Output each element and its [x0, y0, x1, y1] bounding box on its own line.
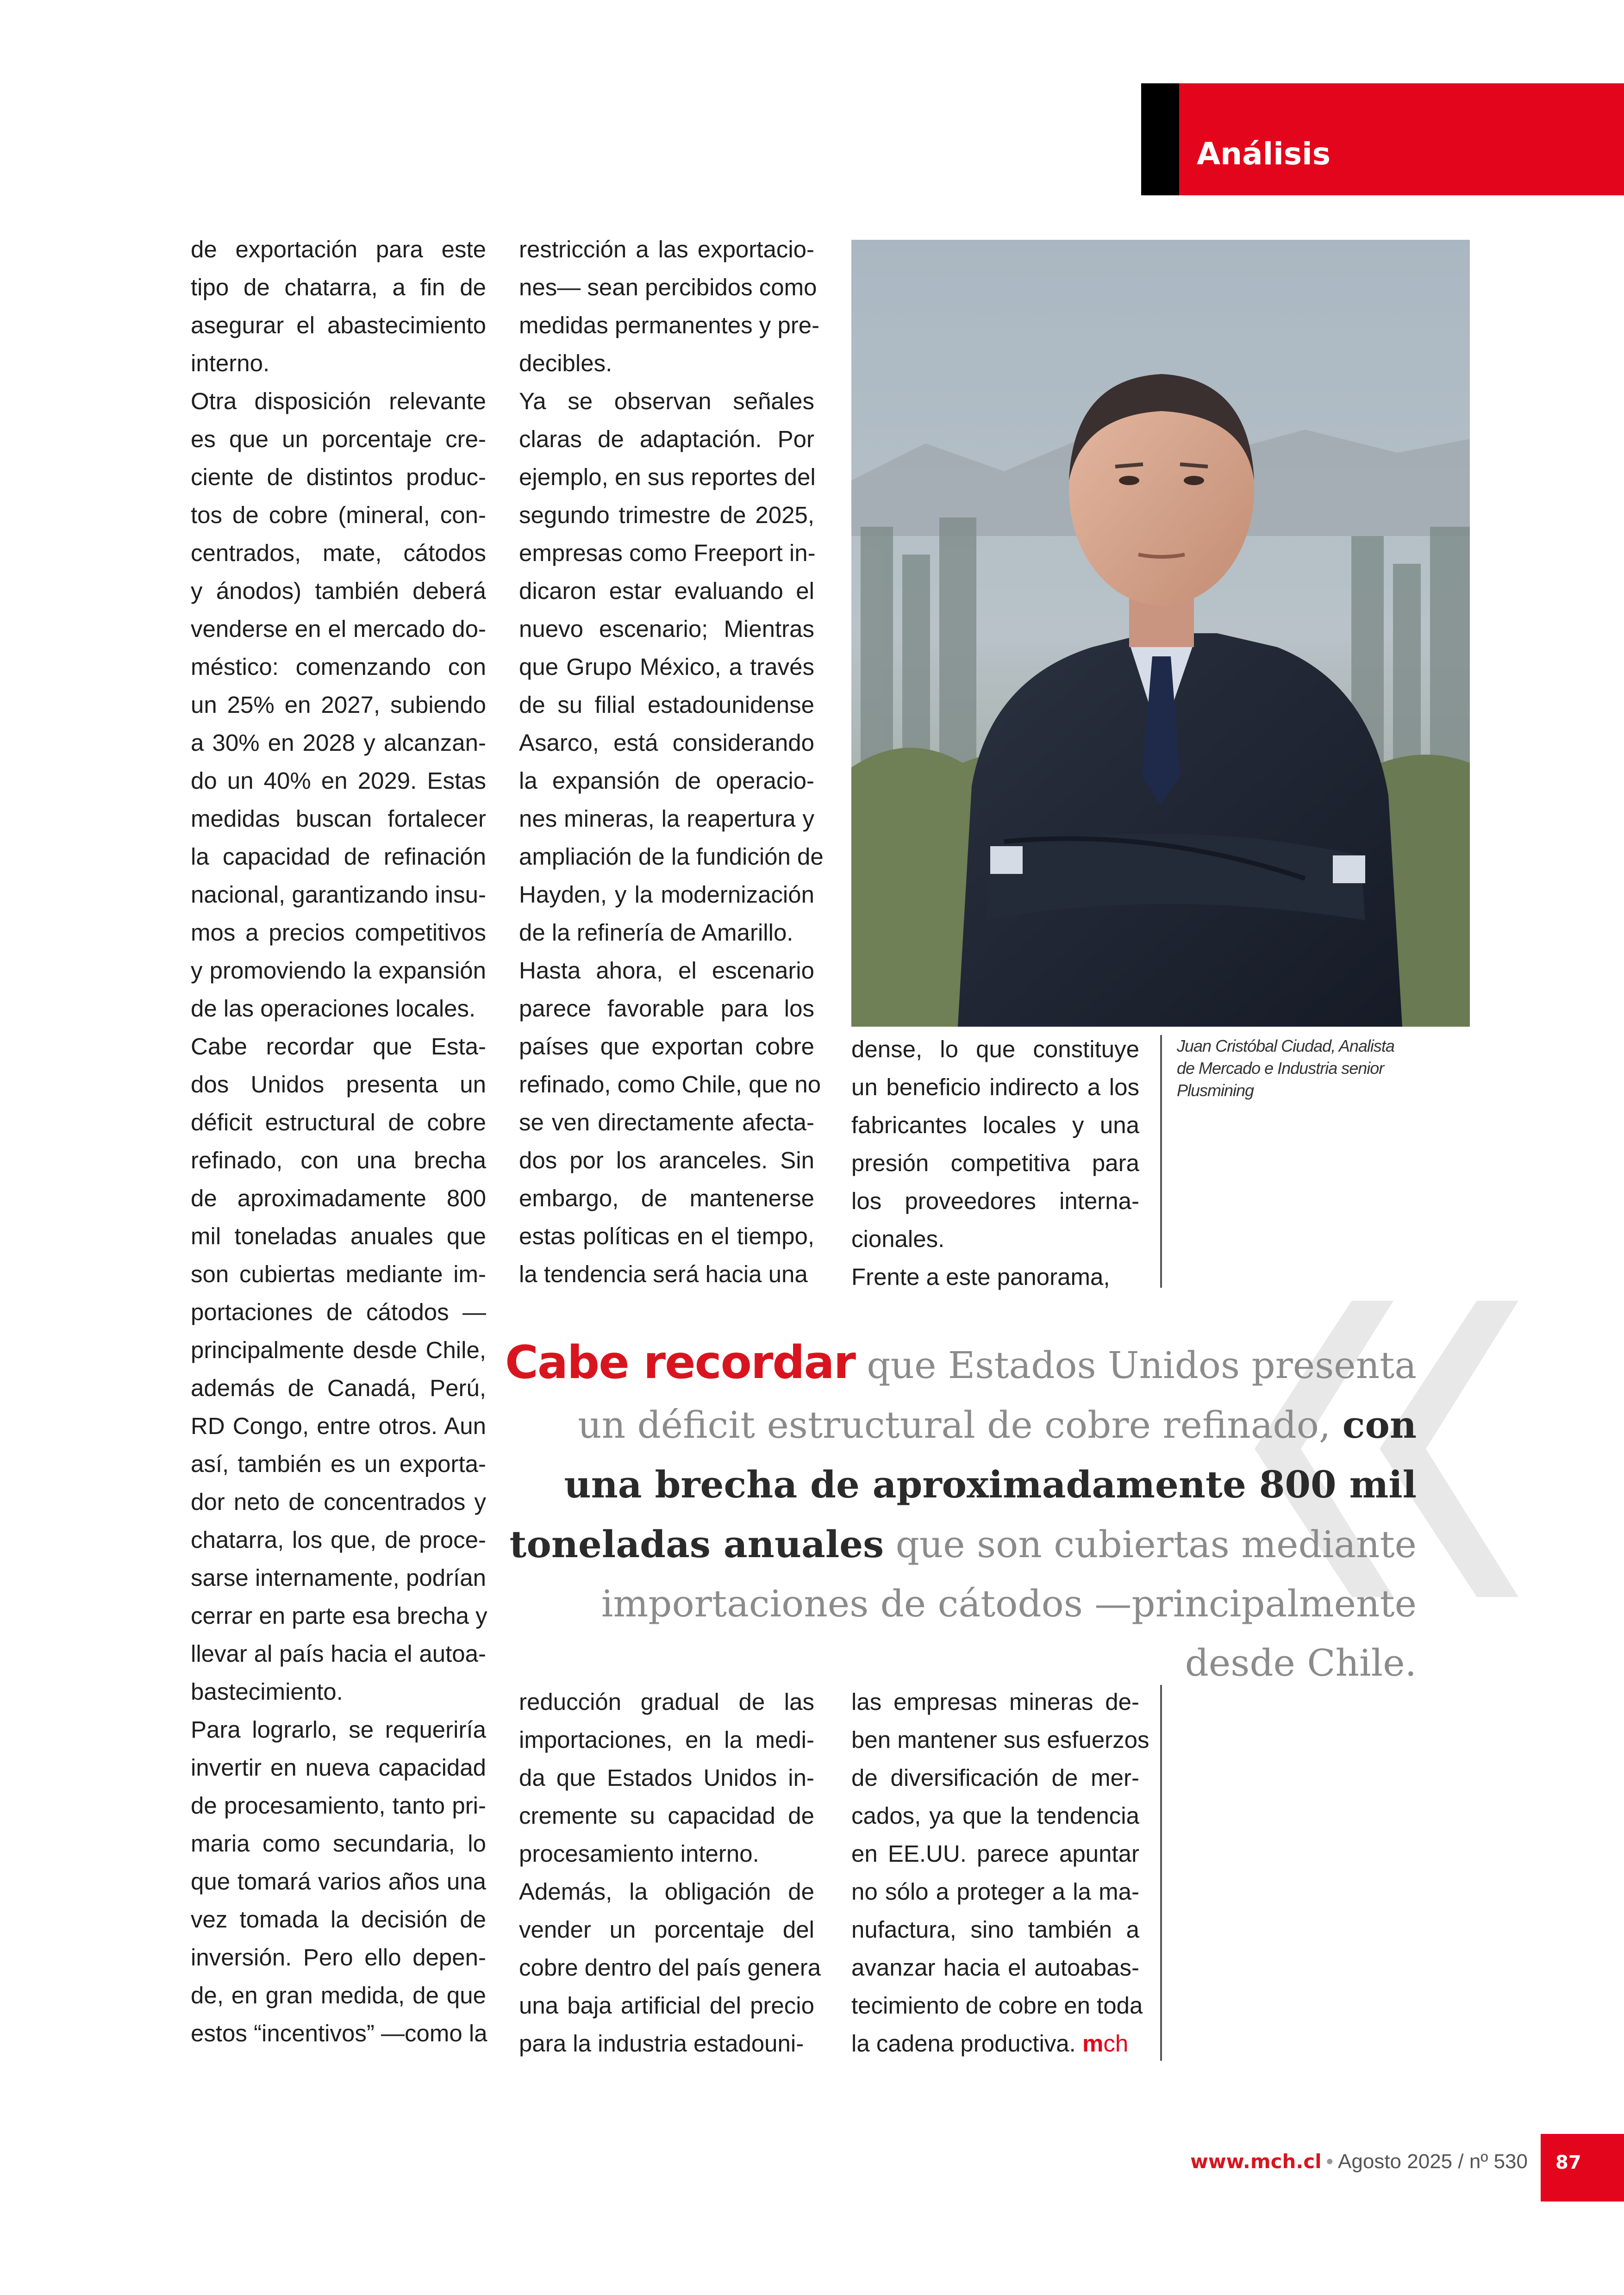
text-line: ampliación de la fundición de [519, 843, 824, 870]
text-line: los proveedores interna- [851, 1188, 1139, 1214]
text-line: dos por los aranceles. Sin [519, 1147, 814, 1173]
text-line: medidas buscan fortalecer [191, 805, 486, 832]
text-line: cionales. [851, 1226, 945, 1252]
text-line: las empresas mineras de- [851, 1689, 1139, 1715]
text-line: nufactura, sino también a [851, 1916, 1139, 1943]
photo-caption [1177, 1035, 1418, 1102]
pull-quote-text: que Estados Unidos presenta un déficit estructural de cobre refinado, [578, 1344, 1417, 1447]
text-line: a 30% en 2028 y alcanzan- [191, 730, 486, 756]
text-line: en EE.UU. parece apuntar [851, 1840, 1139, 1867]
text-line: cados, ya que la tendencia [851, 1802, 1139, 1829]
text-line: Para lograrlo, se requeriría [191, 1716, 486, 1743]
text-line: vez tomada la decisión de [191, 1906, 486, 1933]
text-line: un beneficio indirecto a los [851, 1074, 1139, 1100]
text-line: que tomará varios años una [191, 1868, 486, 1895]
text-line: interno. [191, 350, 270, 376]
text-line: reducción gradual de las [519, 1689, 814, 1715]
text-line: mil toneladas anuales que [191, 1223, 486, 1249]
text-line: déficit estructural de cobre [191, 1109, 486, 1135]
footer-issue: Agosto 2025 / nº 530 [1338, 2150, 1528, 2173]
text-line: cobre dentro del país genera [519, 1954, 821, 1981]
text-line: una baja artificial del precio [519, 1992, 814, 2019]
text-line: de, en gran medida, de que [191, 1982, 486, 2008]
text-line: nes mineras, la reapertura y [519, 805, 814, 832]
text-line: la cadena productiva. mch [851, 2030, 1129, 2057]
text-line: cerrar en parte esa brecha y [191, 1603, 487, 1629]
text-line: refinado, como Chile, que no [519, 1071, 821, 1098]
text-line: ejemplo, en sus reportes del [519, 464, 816, 490]
text-line: restricción a las exportacio- [519, 236, 814, 262]
text-line: un 25% en 2027, subiendo [191, 692, 486, 718]
text-line: medidas permanentes y pre- [519, 312, 820, 338]
text-line: Hasta ahora, el escenario [519, 957, 814, 984]
text-line: portaciones de cátodos — [191, 1299, 486, 1325]
text-line: Asarco, está considerando [519, 730, 814, 756]
text-line: tipo de chatarra, a fin de [191, 274, 486, 300]
text-line: do un 40% en 2029. Estas [191, 767, 486, 794]
text-line: invertir en nueva capacidad [191, 1754, 486, 1781]
text-line: parece favorable para los [519, 995, 814, 1022]
text-line: maria como secundaria, lo [191, 1830, 486, 1857]
end-mark-ch: ch [1103, 2030, 1129, 2057]
article-column-3-bottom [851, 1683, 1149, 2063]
text-line: que Grupo México, a través [519, 654, 814, 680]
text-line: es que un porcentaje cre- [191, 426, 486, 452]
text-line: Cabe recordar que Esta- [191, 1033, 486, 1060]
text-line: la capacidad de refinación [191, 843, 486, 870]
text-line: Además, la obligación de [519, 1878, 814, 1905]
text-line: de procesamiento, tanto pri- [191, 1792, 486, 1819]
text-line: dicaron estar evaluando el [519, 578, 814, 604]
column-divider [1160, 1685, 1162, 2061]
pull-quote-emphasis: con una brecha de aproximadamente 800 mil toneladas anuales [509, 1403, 1417, 1566]
caption-line: Plusmining [1177, 1081, 1254, 1100]
text-line: países que exportan cobre [519, 1033, 814, 1060]
text-line: vender un porcentaje del [519, 1916, 814, 1943]
text-line: refinado, con una brecha [191, 1147, 486, 1173]
text-line: sarse internamente, podrían [191, 1565, 486, 1591]
text-line: nes— sean percibidos como [519, 274, 817, 300]
text-line: decibles. [519, 350, 612, 376]
column-divider [1160, 1035, 1162, 1288]
text-line: nuevo escenario; Mientras [519, 616, 814, 642]
text-line: la expansión de operacio- [519, 767, 814, 794]
text-line: no sólo a proteger a la ma- [851, 1878, 1139, 1905]
footer-separator: • [1326, 2150, 1334, 2173]
text-line: Ya se observan señales [519, 388, 814, 414]
text-line: y ánodos) también deberá [191, 578, 486, 604]
text-line: Hayden, y la modernización [519, 881, 814, 908]
text-line: avanzar hacia el autoabas- [851, 1954, 1139, 1981]
text-line: son cubiertas mediante im- [191, 1261, 486, 1287]
text-line: además de Canadá, Perú, [191, 1375, 486, 1401]
portrait-photo [851, 240, 1470, 1027]
text-line: principalmente desde Chile, [191, 1337, 486, 1363]
page-footer [1065, 2152, 1528, 2172]
text-line: la tendencia será hacia una [519, 1261, 808, 1287]
article-column-2-bottom [519, 1683, 821, 2063]
text-line: nacional, garantizando insu- [191, 881, 486, 908]
text-line: cremente su capacidad de [519, 1802, 814, 1829]
pull-quote [491, 1333, 1417, 1693]
text-line: de su filial estadounidense [519, 692, 814, 718]
text-line: Otra disposición relevante [191, 388, 486, 414]
text-line: bastecimiento. [191, 1678, 343, 1705]
article-column-3-top [851, 1030, 1139, 1296]
text-line: dor neto de concentrados y [191, 1489, 486, 1515]
text-line: se ven directamente afecta- [519, 1109, 814, 1135]
text-line: RD Congo, entre otros. Aun [191, 1413, 486, 1439]
text-line: mos a precios competitivos [191, 919, 486, 946]
text-line: dense, lo que constituye [851, 1036, 1139, 1062]
text-line: ben mantener sus esfuerzos [851, 1727, 1149, 1753]
pull-quote-lead: Cabe recordar [505, 1336, 855, 1389]
text-line: méstico: comenzando con [191, 654, 486, 680]
text-line: fabricantes locales y una [851, 1112, 1139, 1138]
caption-line: Juan Cristóbal Ciudad, Analista [1177, 1036, 1394, 1055]
text-line: segundo trimestre de 2025, [519, 502, 814, 528]
text-line: claras de adaptación. Por [519, 426, 814, 452]
page-number: 87 [1555, 2152, 1581, 2173]
text-line: para la industria estadouni- [519, 2030, 804, 2057]
text-line: de exportación para este [191, 236, 486, 262]
section-label: Análisis [1197, 136, 1331, 172]
text-line: tos de cobre (mineral, con- [191, 502, 486, 528]
text-line: importaciones, en la medi- [519, 1727, 814, 1753]
text-line: presión competitiva para [851, 1150, 1139, 1176]
text-line: da que Estados Unidos in- [519, 1765, 814, 1791]
text-line: asegurar el abastecimiento [191, 312, 486, 338]
article-column-2 [519, 231, 824, 1293]
text-line: llevar al país hacia el autoa- [191, 1640, 486, 1667]
section-tab-black-bar [1141, 83, 1179, 195]
text-line: venderse en el mercado do- [191, 616, 486, 642]
text-line: de las operaciones locales. [191, 995, 476, 1022]
footer-url-link[interactable]: www.mch.cl [1190, 2150, 1322, 2173]
text-line: así, también es un exporta- [191, 1451, 486, 1477]
article-column-1 [191, 231, 486, 2052]
text-line: de aproximadamente 800 [191, 1185, 486, 1211]
caption-line: de Mercado e Industria senior [1177, 1059, 1384, 1078]
text-line: procesamiento interno. [519, 1840, 759, 1867]
text-line: empresas como Freeport in- [519, 540, 816, 566]
pull-quote-text-end: que son cubiertas mediante importaciones de cátodos —principalmente desde Chile. [601, 1523, 1417, 1684]
text-line: de diversificación de mer- [851, 1765, 1139, 1791]
text-line: tecimiento de cobre en toda [851, 1992, 1143, 2019]
text-line: estas políticas en el tiempo, [519, 1223, 814, 1249]
text-line: inversión. Pero ello depen- [191, 1944, 486, 1971]
end-mark-m: m [1082, 2030, 1104, 2057]
text-line: de la refinería de Amarillo. [519, 919, 793, 946]
text-line: embargo, de mantenerse [519, 1185, 814, 1211]
text-line: chatarra, los que, de proce- [191, 1527, 486, 1553]
page-number-box [1541, 2134, 1624, 2201]
text-line: ciente de distintos produc- [191, 464, 486, 490]
text-line: y promoviendo la expansión [191, 957, 486, 984]
text-line: Frente a este panorama, [851, 1264, 1110, 1290]
text-line: dos Unidos presenta un [191, 1071, 486, 1098]
text-line: estos “incentivos” —como la [191, 2020, 487, 2046]
text-line: centrados, mate, cátodos [191, 540, 486, 566]
